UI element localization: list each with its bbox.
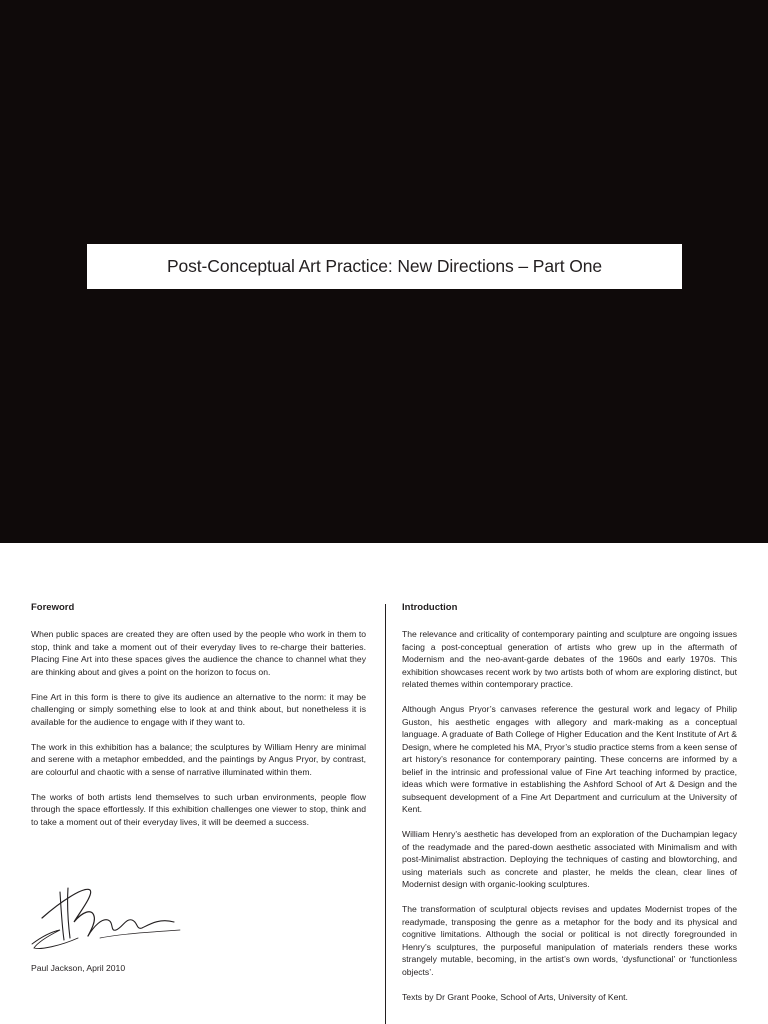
introduction-paragraph: The relevance and criticality of contemporary painting and sculpture are ongoing issues facing a post-conceptual generation of artists who grew up in the aftermath of Modernism and the neo-avant-garde debates of the 1960s and early 1970s. This exhibition showcases recent work by two artists both of whom are exploring distinct, but related themes within contemporary practice. (402, 629, 737, 689)
foreword-paragraph: The work in this exhibition has a balance; the sculptures by William Henry are minimal and serene with a metaphor embedded, and the paintings by Angus Pryor, by contrast, are colourful and chaotic with a sense of narrative illuminated within them. (31, 741, 366, 777)
introduction-paragraph: Although Angus Pryor’s canvases reference the gestural work and legacy of Philip Guston, his aesthetic engages with allegory and mark-making as a conceptual language. A graduate of Bath College of Higher Education and the Kent Institute of Art & Design, where he completed his MA, Pryor’s studio practice stems from a keen sense of art history’s resonance for contemporary painting. These concerns are informed by a belief in the intrinsic and professional value of Fine Art teaching informed by practice, ideas which were formative in establishing the Ashford School of Art & Design and the subsequent development of a Fine Art Department and curriculum at the University of Kent. (402, 704, 737, 814)
document-title: Post-Conceptual Art Practice: New Directions – Part One (166, 256, 603, 276)
column-divider (385, 604, 386, 1024)
foreword-paragraph: When public spaces are created they are often used by the people who work in them to stop, think and take a moment out of their everyday lives to re-charge their batteries. Placing Fine Art into these spaces gives the audience the chance to channel what they are thinking about and gives a point on the horizon to focus on. (31, 629, 366, 677)
signature-image (30, 878, 190, 954)
foreword-heading: Foreword (31, 602, 75, 613)
title-box (87, 244, 682, 289)
introduction-heading: Introduction (402, 602, 458, 613)
introduction-column (402, 601, 737, 1016)
foreword-sign-off: Paul Jackson, April 2010 (31, 963, 126, 973)
foreword-column (31, 601, 366, 841)
foreword-paragraph: The works of both artists lend themselves to such urban environments, people flow through the space effortlessly. If this exhibition challenges one viewer to stop, think and to take a moment out of their everyday lives, it will be deemed a success. (31, 791, 366, 827)
foreword-paragraph: Fine Art in this form is there to give its audience an alternative to the norm: it may be challenging or simply something else to look at and think about, but nonetheless it is available for the audience to engage with if they want to. (31, 691, 366, 727)
introduction-paragraph: William Henry’s aesthetic has developed from an exploration of the Duchampian legacy of the readymade and the pared-down aesthetic associated with Minimalism and with post-Minimalist abstraction. Deploying the techniques of casting and blowtorching, and using materials such as concrete and plaster, he melds the clean, clear lines of Modernist design with organic-looking sculptures. (402, 829, 737, 889)
introduction-credit: Texts by Dr Grant Pooke, School of Arts, University of Kent. (402, 991, 628, 1002)
introduction-paragraph: The transformation of sculptural objects revises and updates Modernist tropes of the readymade, transposing the genre as a metaphor for the body and its physical and cognitive limitations. Although the social or political is not directly foregrounded in Henry’s sculptures, the purposeful manipulation of materials renders these works strangely mutable, becoming, in the artist’s own words, ‘dysfunctional’ or ‘functionless objects’. (402, 904, 737, 977)
